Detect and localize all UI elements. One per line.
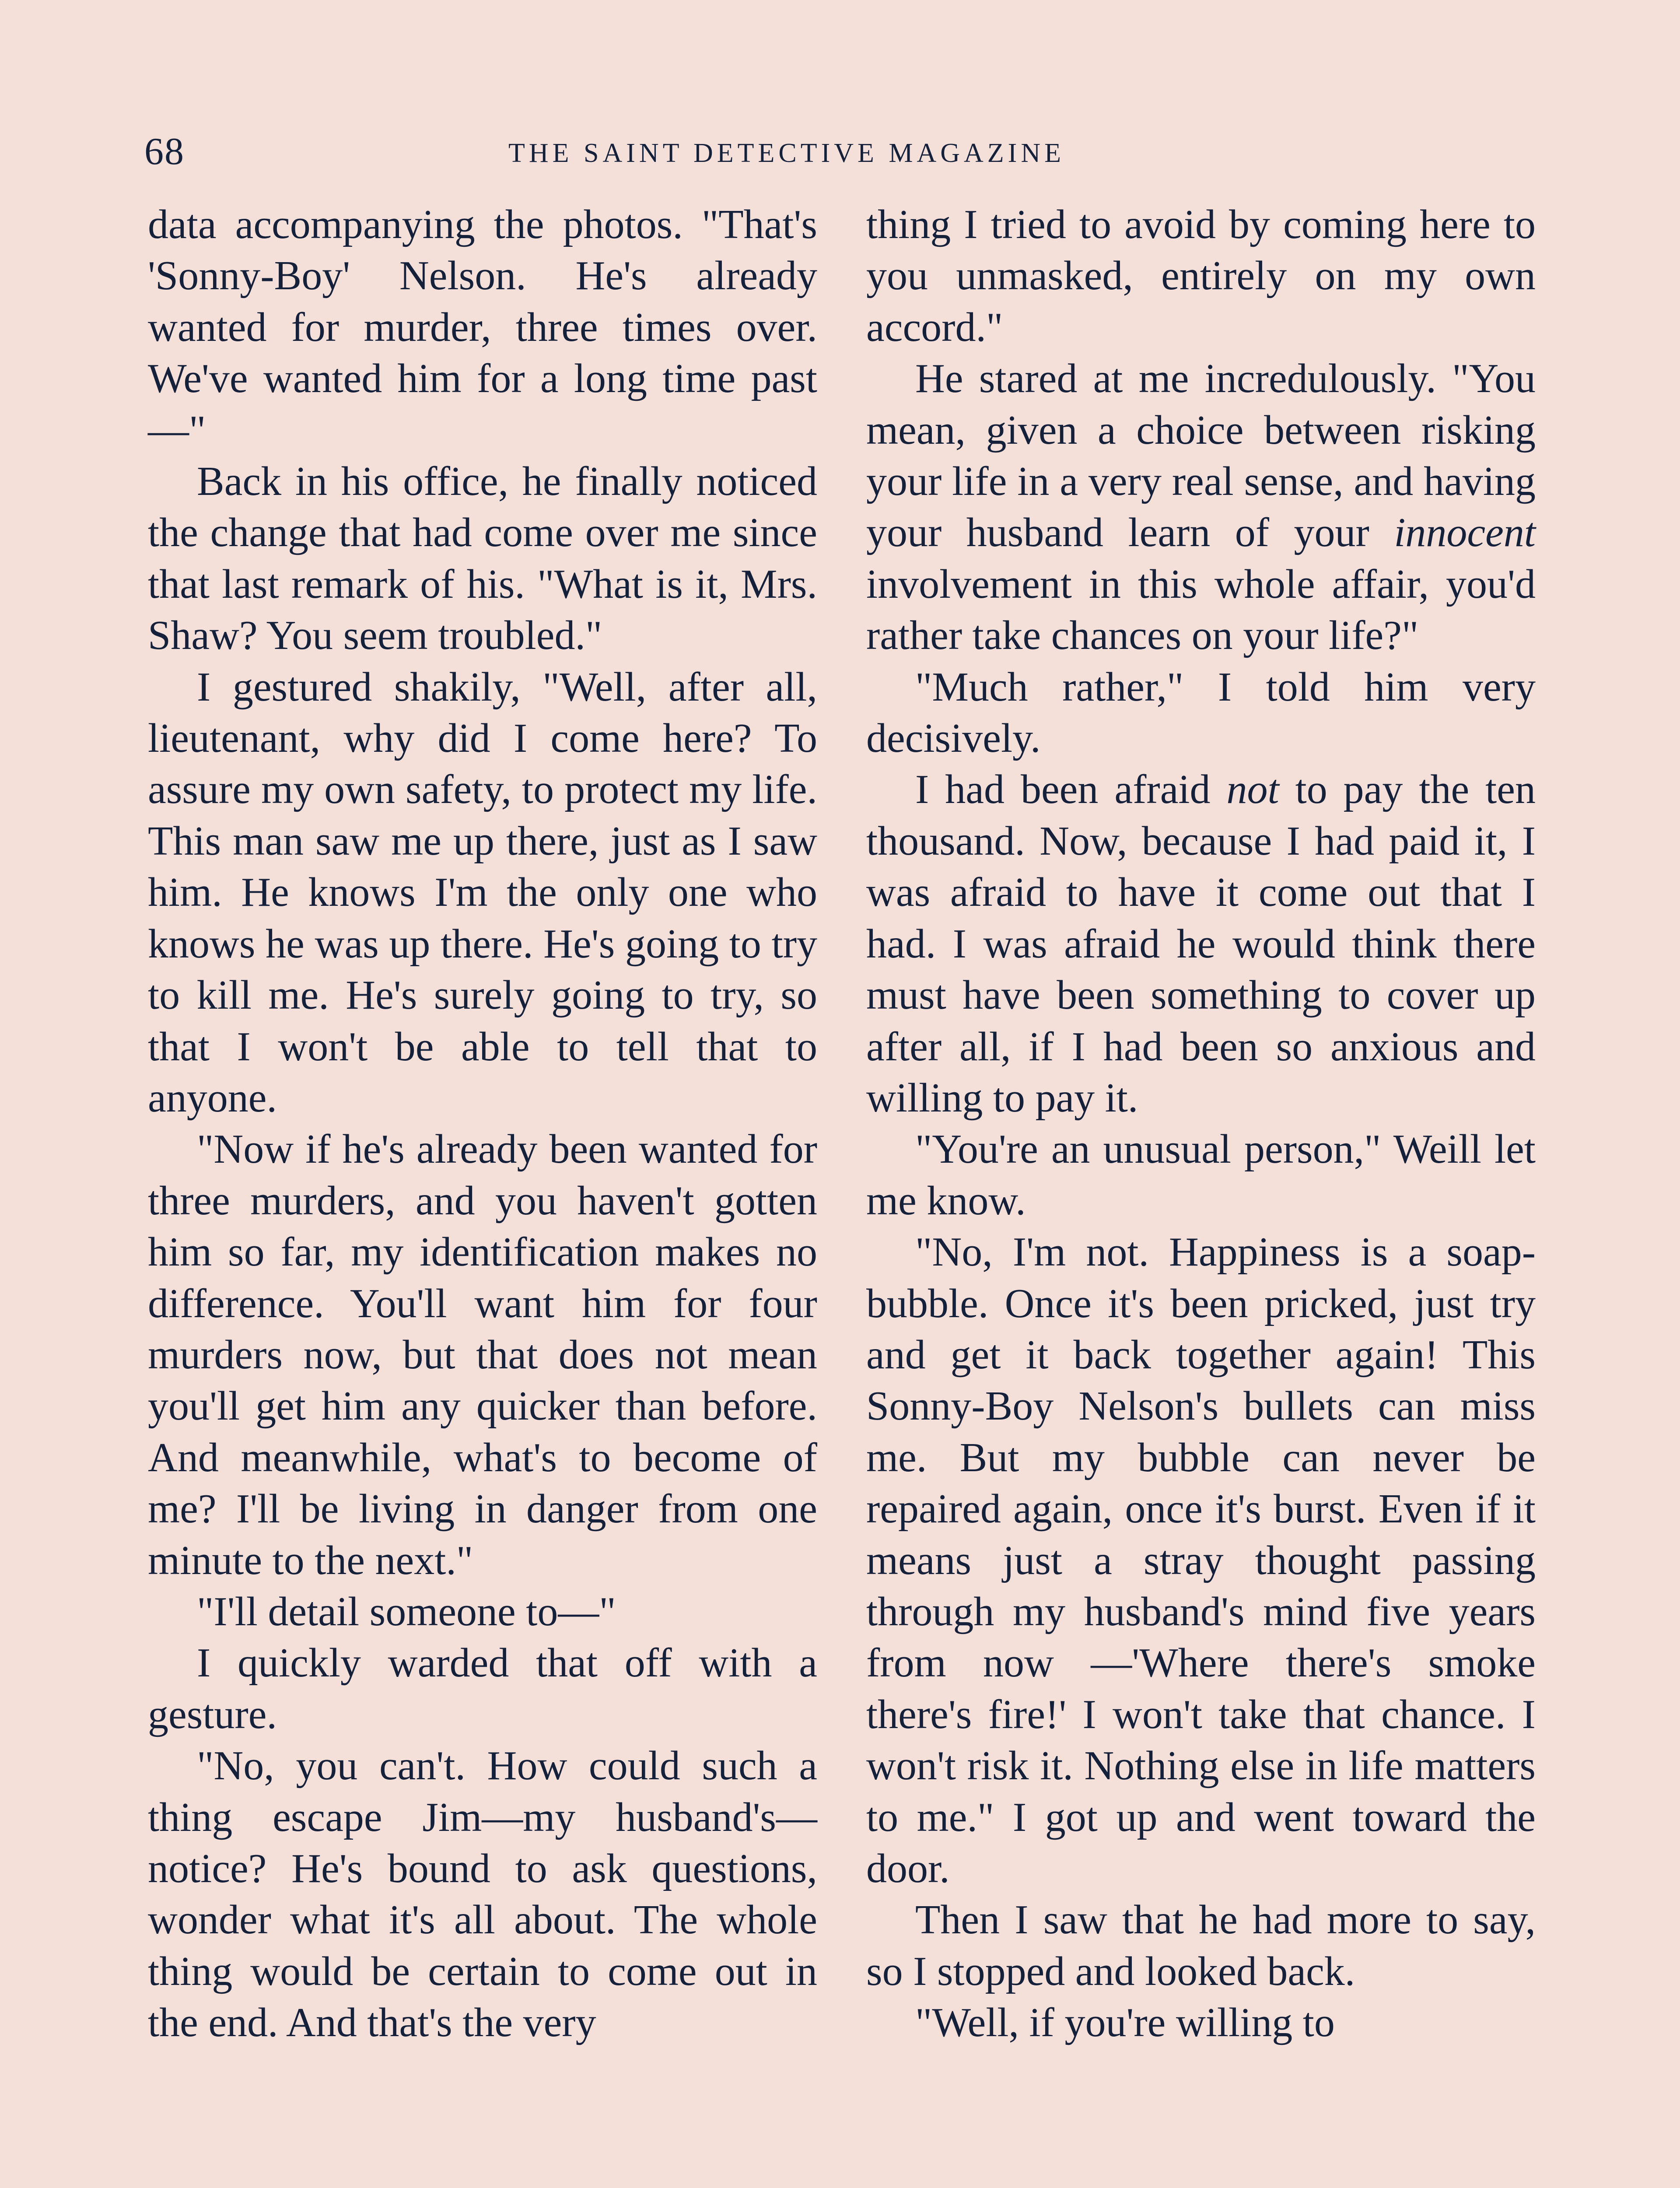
paragraph: "Much rather," I told him very decisively. [866,664,1536,761]
paragraph: "Well, if you're willing to [915,2000,1335,2046]
text-run: He stared at me incredulously. "You mean, given a choice between risking your life in a very real sense, and having your husband learn of your [866,356,1536,556]
paragraph: "No, I'm not. Happiness is a soap-bubble. Once it's been pricked, just try and get it back together again! This Sonny-Boy Nelson's bullets can miss me. But my bubble can never be repaired again, once it's burst. Even if it means just a stray thought passing through my husband's mind five years from now —'Where there's smoke there's fire!' I won't take that chance. I won't risk it. Nothing else in life matters to me." I got up and went toward the door. [866,1229,1536,1891]
page-header [144,128,1536,176]
paragraph: Back in his office, he finally noticed the change that had come over me since that last remark of his. "What is it, Mrs. Shaw? You seem troubled." [148,459,817,659]
text-run: involvement in this whole affair, you'd rather take chances on your life?" [866,561,1536,659]
paragraph: Then I saw that he had more to say, so I stopped and looked back. [866,1897,1536,1994]
text-run: I had been afraid [915,767,1227,813]
emphasis-text: innocent [1394,510,1536,556]
right-column [866,199,1536,2049]
emphasis-text: not [1226,767,1279,813]
paragraph: I quickly warded that off with a gesture. [148,1640,817,1737]
paragraph: "Now if he's already been wanted for three murders, and you haven't gotten him so far, my identification makes no difference. You'll want him for four murders now, but that does not mean you'll get him any quicker than before. And meanwhile, what's to become of me? I'll be living in danger from one minute to the next." [148,1126,817,1583]
paragraph: "I'll detail someone to—" [197,1588,616,1634]
text-run: to pay the ten thousand. Now, because I had paid it, I was afraid to have it come out that I had. I was afraid he would think there must have been something to cover up after all, if I had been so anxious and willing to pay it. [866,767,1536,1121]
page-number: 68 [144,130,185,173]
paragraph: "You're an unusual person," Weill let me know. [866,1126,1536,1224]
paragraph [866,353,1536,661]
paragraph: data accompanying the photos. "That's 'Sonny-Boy' Nelson. He's already wanted for murder, three times over. We've wanted him for a long time past—" [148,202,817,453]
running-head: THE SAINT DETECTIVE MAGAZINE [508,138,1065,168]
paragraph [866,764,1536,1124]
left-column [148,199,817,2049]
paragraph: "No, you can't. How could such a thing escape Jim—my husband's—notice? He's bound to ask questions, wonder what it's all about. The whole thing would be certain to come out in the end. And that's the very [148,1743,817,2046]
paragraph: I gestured shakily, "Well, after all, lieutenant, why did I come here? To assure my own safety, to protect my life. This man saw me up there, just as I saw him. He knows I'm the only one who knows he was up there. He's going to try to kill me. He's surely going to try, so that I won't be able to tell that to anyone. [148,664,817,1121]
paragraph: thing I tried to avoid by coming here to you unmasked, entirely on my own accord." [866,202,1536,350]
